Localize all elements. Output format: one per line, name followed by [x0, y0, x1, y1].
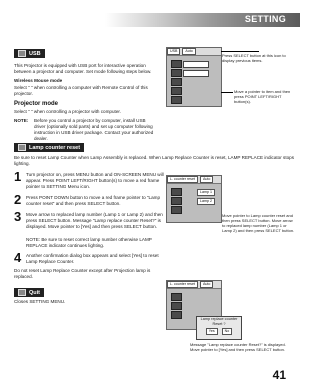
menu-item-icon [171, 96, 182, 104]
usb-callout-side: Move a pointer to item and then press POINT LEFT/RIGHT button(s). [234, 89, 291, 104]
usb-intro: This Projector is equipped with USB port for interactive operation between a projector and computer. Set mode following steps below. [14, 63, 152, 74]
menu-item-icon [171, 206, 182, 214]
step-number: 3 [14, 209, 22, 224]
menu-item-icon [171, 311, 182, 319]
wireless-heading: Wireless Mouse mode [14, 78, 63, 83]
lamp-menu-panel [166, 175, 222, 223]
dialog-question: Reset ? [212, 322, 226, 326]
step-number: 2 [14, 192, 22, 207]
callout-line [221, 51, 259, 52]
usb-panel-header [167, 48, 221, 56]
quit-icon [18, 289, 26, 296]
quit-caption: Message "Lamp replace counter Reset?" is displayed. Move pointer to [Yes] and then press SELECT button. [190, 342, 286, 352]
yes-button[interactable]: Yes [206, 328, 218, 335]
page-title: SETTING [244, 14, 286, 24]
lamp-tag-label: Lamp counter reset [29, 144, 81, 151]
projector-text: Select " " when controlling a projector with computer. [14, 109, 121, 114]
option-box [183, 70, 209, 77]
step-number: 1 [14, 169, 22, 184]
quit-text: Closes SETTING MENU. [14, 299, 66, 304]
lamp-note: NOTE: Be sure to reset correct lamp number otherwise LAMP REPLACE indicator continues lighting. [26, 237, 152, 248]
usb-icon [18, 50, 26, 57]
usb-tag-label: USB [29, 50, 41, 57]
usb-panel-label: USB [167, 48, 180, 55]
lamp-panel-value: Auto [200, 176, 213, 183]
menu-item-icon [171, 302, 182, 310]
menu-item-icon [171, 293, 182, 301]
step-text: Press POINT DOWN button to move a red frame pointer to "Lamp counter reset" and then press SELECT button. [26, 195, 161, 206]
dialog-title: Lamp replace counter [200, 317, 238, 321]
projector-heading: Projector mode [14, 101, 59, 107]
lamp-warning: Do not reset Lamp Replace Counter except after Projection lamp is replaced. [14, 268, 151, 279]
option-box [183, 61, 209, 68]
no-button[interactable]: No [222, 328, 233, 335]
quit-panel-value: Auto [200, 281, 213, 288]
lamp-panel-label: L. counter reset [167, 176, 198, 183]
lamp-intro: Be sure to reset Lamp Counter when Lamp Assembly is replaced. When Lamp Replace Counter is reset, LAMP REPLACE indicator stops lighting. [14, 155, 295, 166]
usb-note-text: Before you control a projector by computer, install USB driver (optionally sold parts) and set up computer following instruction in USB driver package. Contact your authorized dealer. [34, 118, 154, 141]
reset-dialog [196, 316, 242, 340]
quit-panel-label: L. counter reset [167, 281, 198, 288]
menu-item-icon [171, 78, 182, 86]
usb-tag [14, 49, 45, 58]
usb-note-label: NOTE: [14, 118, 29, 123]
lamp-panel-header [167, 176, 221, 184]
quit-tag [14, 288, 44, 297]
menu-item-icon [171, 188, 182, 196]
usb-panel-value: Auto [182, 48, 195, 55]
step-number: 4 [14, 250, 22, 265]
menu-item-icon [171, 197, 182, 205]
step-text: Move arrow to replaced lamp number (Lamp 1 or Lamp 2) and then press SELECT button. Message "Lamp replace counter Reset?" is displayed. Move pointer to [Yes] and then press SELECT button. [26, 212, 163, 229]
lamp-icon [18, 144, 26, 151]
wireless-text: Select " " when controlling a computer with Remote Control of this projector. [14, 85, 148, 96]
lamp-2-option: Lamp 2 [197, 198, 215, 205]
quit-tag-label: Quit [29, 289, 40, 296]
menu-item-icon [171, 87, 182, 95]
lamp-callout: Move pointer to Lamp counter reset and then press SELECT button. Move arrow to replaced lamp number (Lamp 1 or Lamp 2) and then press SELECT button. [222, 213, 295, 233]
quit-panel-header [167, 281, 221, 289]
page-number: 41 [272, 368, 286, 382]
step-text: Another confirmation dialog box appears and select [Yes] to reset Lamp Replace Counter. [26, 253, 159, 264]
callout-line [221, 92, 233, 93]
step-text: Turn projector on, press MENU button and ON-SCREEN MENU will appear. Press POINT LEFT/RIGHT button(s) to move a red frame pointer to SETTING Menu icon. [26, 172, 164, 189]
lamp-1-option: Lamp 1 [197, 189, 215, 196]
usb-menu-panel [166, 47, 222, 107]
usb-callout-top: Press SELECT button at this icon to display previous items. [222, 53, 286, 63]
lamp-tag [14, 143, 84, 152]
menu-item-icon [171, 60, 182, 68]
menu-item-icon [171, 69, 182, 77]
